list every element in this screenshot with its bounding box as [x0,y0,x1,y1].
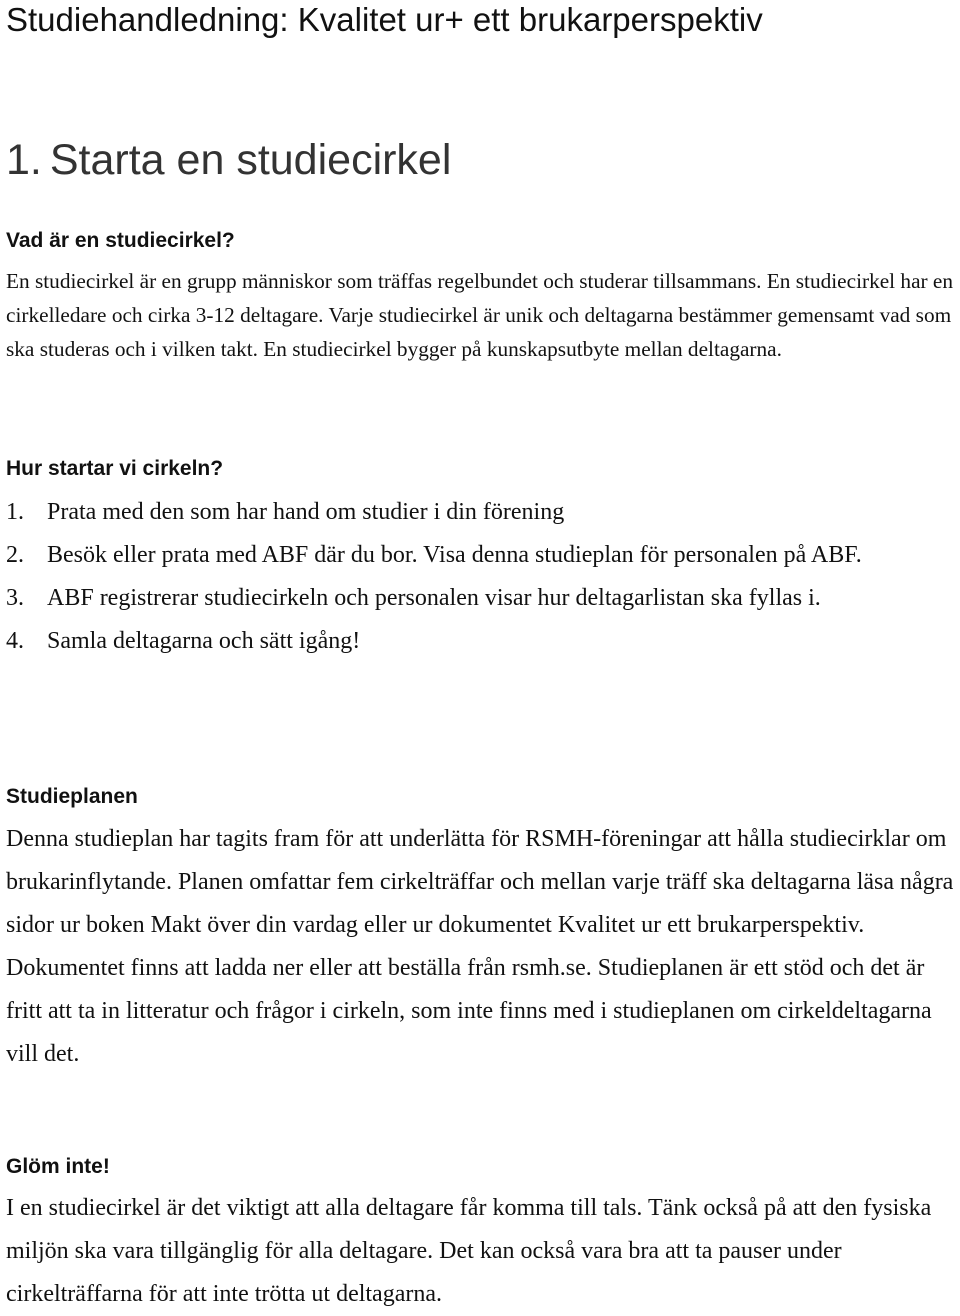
step-number: 3. [6,585,24,611]
chapter-title [6,134,451,186]
heading-studieplanen: Studieplanen [6,785,138,808]
paragraph-studieplanen: Denna studieplan har tagits fram för att underlätta för RSMH-föreningar att hålla studiecirklar om brukarinflytande. Planen omfattar fem cirkelträffar och mellan varje träff ska deltagarna läsa några sidor ur boken Makt över din vardag eller ur dokumentet Kvalitet ur ett brukarperspektiv. Dokumentet finns att ladda ner eller att beställa från rsmh.se. Studieplanen är ett stöd och det är fritt att ta in litteratur och frågor i cirkeln, som inte finns med i studieplanen om cirkeldeltagarna vill det. [6,826,954,1067]
heading-glom-inte: Glöm inte! [6,1155,110,1178]
steps-list [6,491,956,663]
chapter-number: 1. [6,136,42,184]
heading-what-is-studiecirkel: Vad är en studiecirkel? [6,229,235,252]
list-item [6,577,956,620]
step-text: Besök eller prata med ABF där du bor. Visa denna studieplan för personalen på ABF. [47,542,862,568]
heading-how-start: Hur startar vi cirkeln? [6,457,224,480]
paragraph-glom-inte: I en studiecirkel är det viktigt att alla deltagare får komma till tals. Tänk också på att den fysiska miljön ska vara tillgänglig för alla deltagare. Det kan också vara bra att ta pauser under cirkelträffarna för att inte trötta ut deltagarna. [6,1195,932,1307]
list-item [6,491,956,534]
paragraph-what-is-studiecirkel: En studiecirkel är en grupp människor som träffas regelbundet och studerar tillsammans. En studiecirkel har en cirkelledare och cirka 3-12 deltagare. Varje studiecirkel är unik och deltagarna bestämmer gemensamt vad som ska studeras och i vilken takt. En studiecirkel bygger på kunskapsutbyte mellan deltagarna. [6,269,954,361]
document-title: Studiehandledning: Kvalitet ur+ ett brukarperspektiv [6,1,763,38]
chapter-title-text: Starta en studiecirkel [49,136,452,184]
step-number: 1. [6,499,24,525]
step-text: Prata med den som har hand om studier i din förening [47,499,565,525]
list-item [6,620,956,663]
step-number: 4. [6,628,24,654]
step-number: 2. [6,542,24,568]
step-text: Samla deltagarna och sätt igång! [47,628,361,654]
list-item [6,534,956,577]
step-text: ABF registrerar studiecirkeln och personalen visar hur deltagarlistan ska fyllas i. [47,585,821,611]
